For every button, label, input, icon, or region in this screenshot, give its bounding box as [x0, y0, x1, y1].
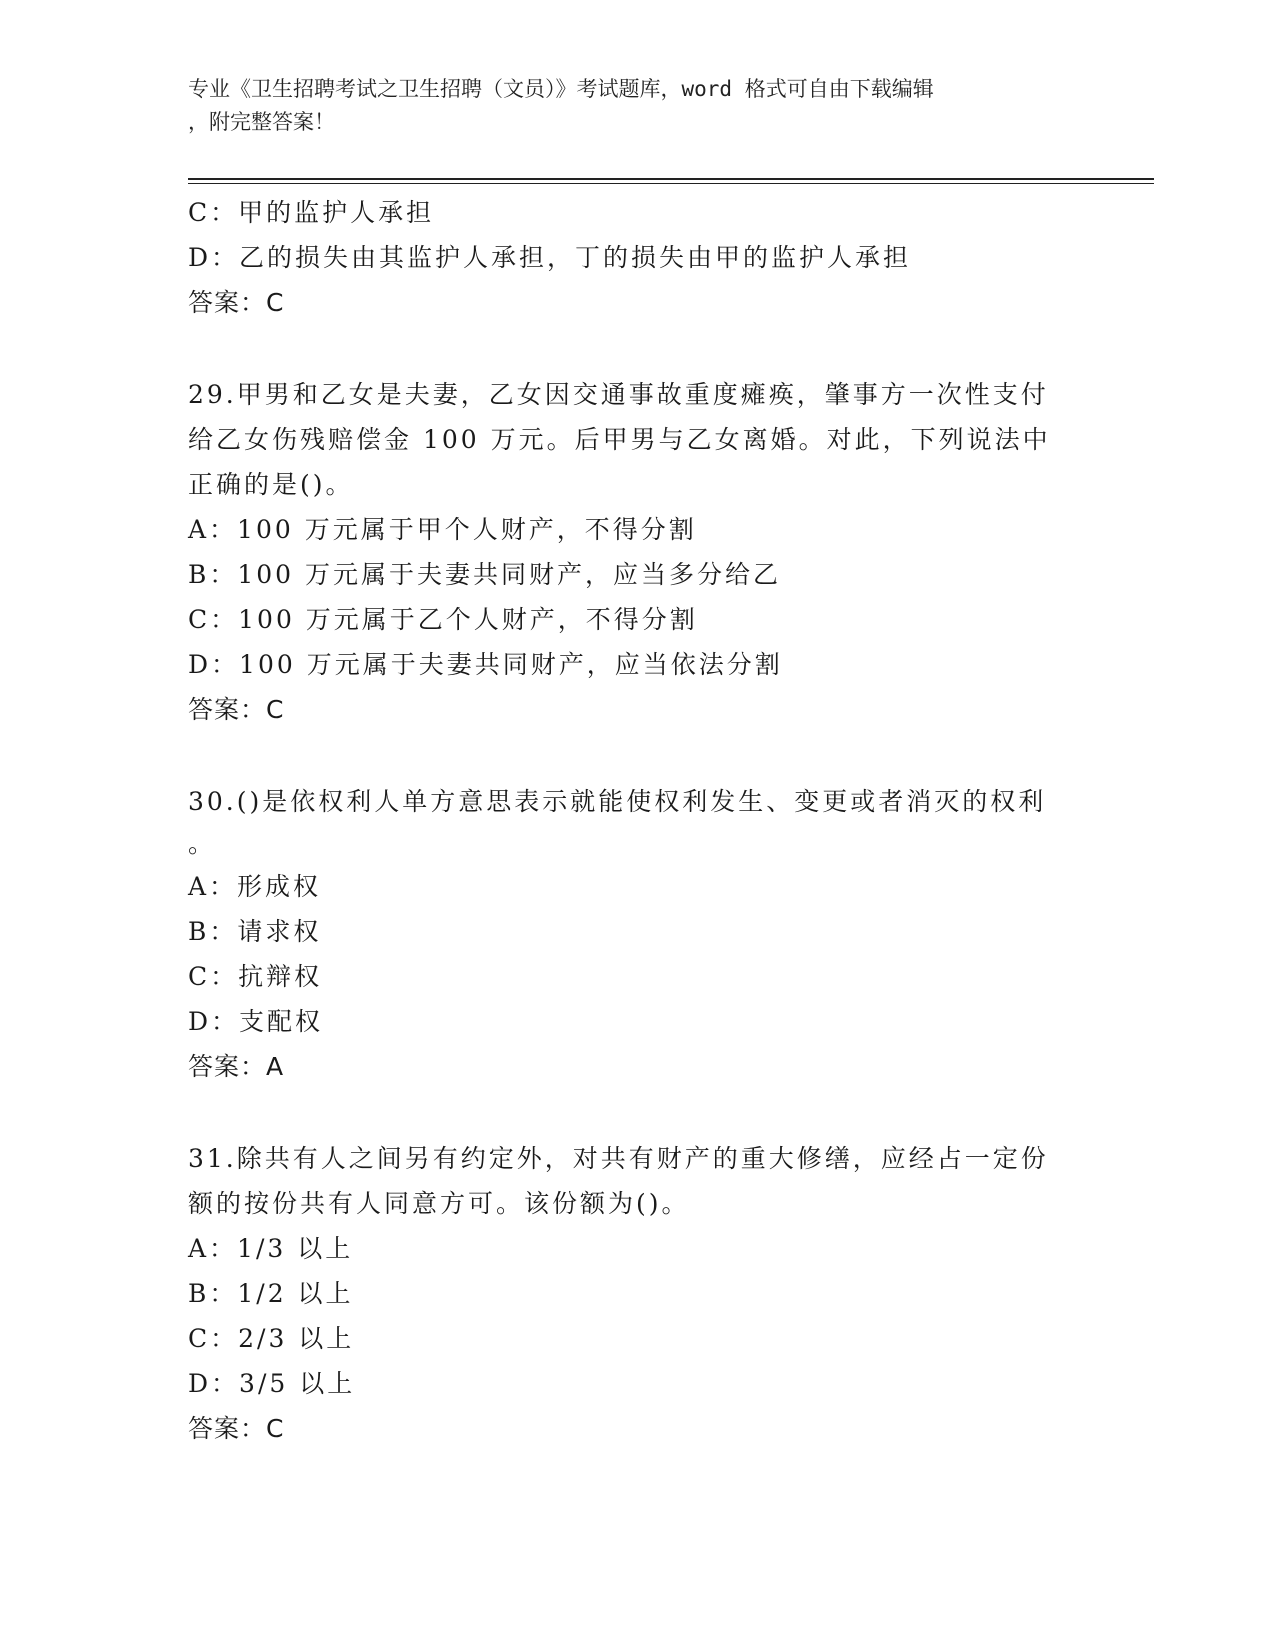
header-divider-thin	[188, 183, 1154, 184]
option-b: B：1/2 以上	[188, 1279, 354, 1308]
option-d: D：支配权	[188, 1007, 324, 1036]
option-a: A：100 万元属于甲个人财产，不得分割	[188, 515, 697, 544]
answer-line: 答案：C	[188, 1414, 285, 1443]
option-d: D：乙的损失由其监护人承担，丁的损失由甲的监护人承担	[188, 243, 912, 272]
stem-line: 30.()是依权利人单方意思表示就能使权利发生、变更或者消灭的权利	[188, 787, 1047, 816]
option-c: C：100 万元属于乙个人财产，不得分割	[188, 605, 698, 634]
option-a: A：形成权	[188, 872, 322, 901]
header-divider-thick	[188, 178, 1154, 180]
answer-line: 答案：C	[188, 695, 285, 724]
answer-line: 答案：A	[188, 1052, 285, 1081]
stem-line: 正确的是()。	[188, 470, 354, 499]
stem-line: 额的按份共有人同意方可。该份额为()。	[188, 1189, 690, 1218]
question-30	[188, 779, 1088, 1089]
question-29	[188, 372, 1088, 732]
option-b: B：请求权	[188, 917, 322, 946]
document-header	[188, 73, 1068, 139]
question-list	[188, 190, 1088, 1451]
option-d: D：3/5 以上	[188, 1369, 356, 1398]
question-31	[188, 1136, 1088, 1451]
option-c: C：2/3 以上	[188, 1324, 355, 1353]
stem-line: 给乙女伤残赔偿金 100 万元。后甲男与乙女离婚。对此，下列说法中	[188, 425, 1051, 454]
stem-line: 。	[188, 829, 217, 858]
stem-line: 29.甲男和乙女是夫妻，乙女因交通事故重度瘫痪，肇事方一次性支付	[188, 380, 1049, 409]
answer-line: 答案：C	[188, 288, 285, 317]
header-line-1: 专业《卫生招聘考试之卫生招聘（文员）》考试题库，word 格式可自由下载编辑	[188, 77, 934, 101]
option-d: D：100 万元属于夫妻共同财产，应当依法分割	[188, 650, 783, 679]
spacer	[188, 732, 1088, 779]
spacer	[188, 1089, 1088, 1136]
option-a: A：1/3 以上	[188, 1234, 354, 1263]
question-28	[188, 190, 1088, 325]
question-stem	[188, 779, 1068, 864]
spacer	[188, 325, 1088, 372]
option-b: B：100 万元属于夫妻共同财产，应当多分给乙	[188, 560, 782, 589]
option-c: C：抗辩权	[188, 962, 323, 991]
stem-line: 31.除共有人之间另有约定外，对共有财产的重大修缮，应经占一定份	[188, 1144, 1049, 1173]
question-stem	[188, 372, 1068, 507]
header-line-2: ，附完整答案！	[188, 110, 335, 134]
option-c: C：甲的监护人承担	[188, 198, 435, 227]
question-stem	[188, 1136, 1068, 1226]
